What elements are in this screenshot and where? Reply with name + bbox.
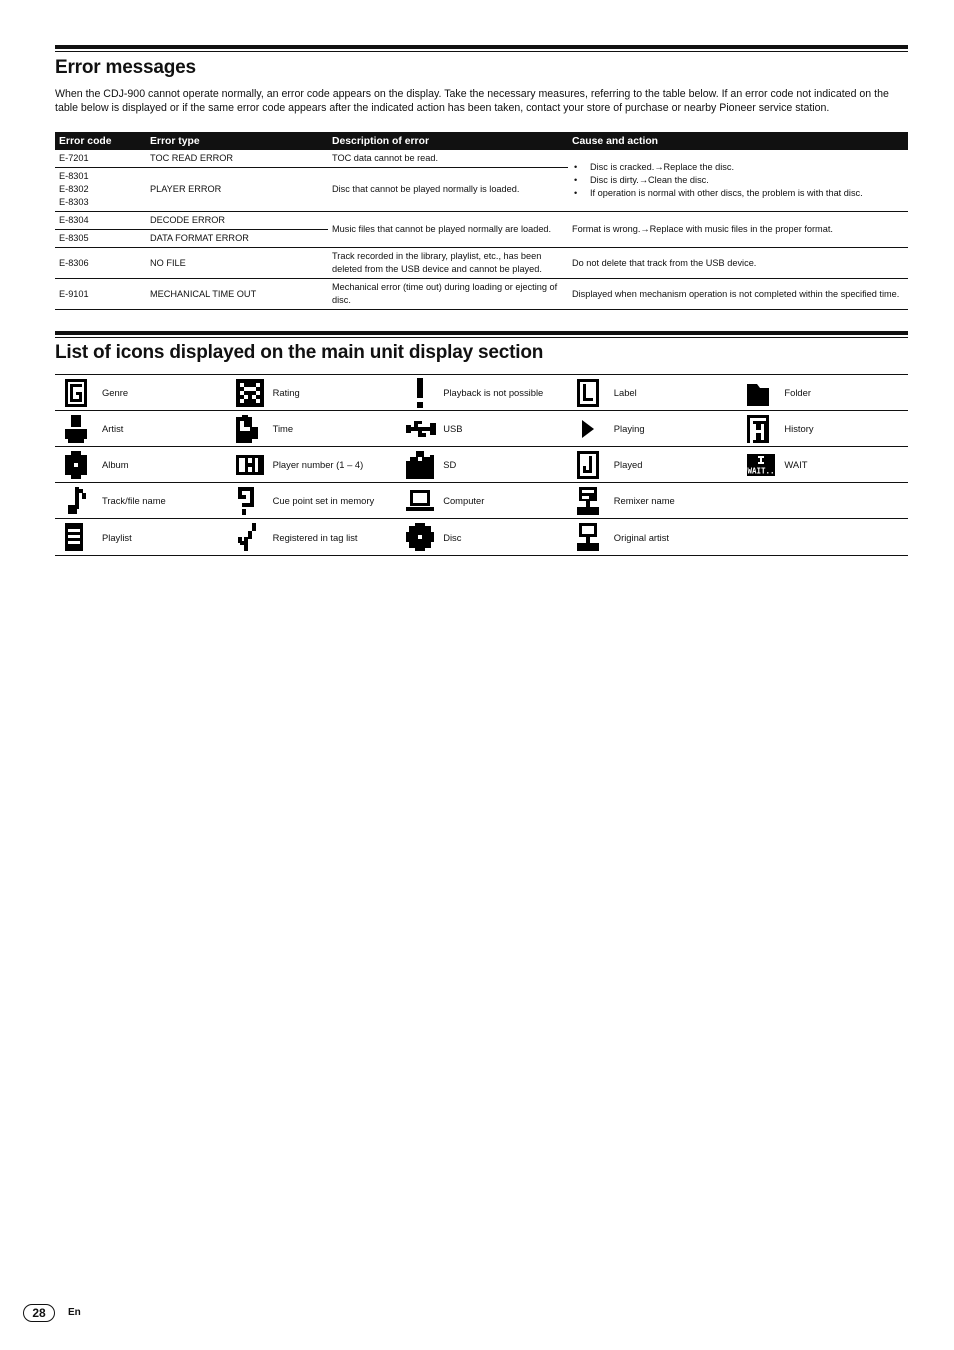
icon-entry (55, 415, 226, 443)
original-artist-icon (577, 523, 599, 551)
icon-label: Album (102, 459, 129, 470)
error-description: Track recorded in the library, playlist, etc., has been deleted from the USB device and cannot be played. (328, 248, 568, 279)
folder-icon (747, 380, 769, 406)
icon-row (55, 375, 908, 411)
error-code: E-8306 (55, 248, 146, 279)
icon-entry (396, 419, 567, 439)
error-type: DATA FORMAT ERROR (146, 230, 328, 248)
table-row (55, 279, 908, 310)
icon-entry (567, 379, 738, 407)
header-error-code: Error code (55, 132, 146, 150)
icon-label: Rating (272, 387, 300, 398)
icon-entry (396, 523, 567, 551)
section-rule (55, 45, 908, 52)
icon-label: WAIT (784, 459, 808, 470)
icon-entry (55, 451, 226, 479)
icon-entry (226, 455, 397, 475)
history-icon (747, 415, 769, 443)
icon-entry (567, 487, 738, 515)
icon-label: Genre (102, 387, 129, 398)
icon-row (55, 519, 908, 556)
icon-entry (226, 487, 397, 515)
icon-entry (55, 487, 226, 515)
artist-icon (65, 415, 87, 443)
icon-entry (737, 415, 908, 443)
table-row (55, 248, 908, 279)
error-table (55, 132, 908, 310)
icon-label: SD (443, 459, 457, 470)
icon-label: USB (443, 423, 463, 434)
tag-list-icon (236, 523, 258, 551)
icon-label: Artist (102, 423, 124, 434)
icon-entry (567, 418, 738, 440)
cause-item: • If operation is normal with other discs, the problem is with that disc. (586, 187, 904, 200)
section-rule (55, 331, 908, 338)
section-title-errors: Error messages (55, 57, 196, 78)
cause-action: Format is wrong.→Replace with music files in the proper format. (568, 212, 908, 248)
icon-row (55, 483, 908, 519)
header-description: Description of error (328, 132, 568, 150)
icon-label: Remixer name (613, 495, 675, 506)
icon-entry (55, 523, 226, 551)
error-code: E-8305 (55, 230, 146, 248)
genre-icon (65, 379, 87, 407)
icon-entry (567, 451, 738, 479)
icon-entry (567, 523, 738, 551)
error-type: MECHANICAL TIME OUT (146, 279, 328, 310)
icon-label: History (784, 423, 814, 434)
error-code: E-9101 (55, 279, 146, 310)
icon-entry (226, 523, 397, 551)
icon-label: Folder (784, 387, 811, 398)
cue-point-icon (236, 487, 258, 515)
error-description: TOC data cannot be read. (328, 150, 568, 168)
cause-item: • Disc is dirty.→Clean the disc. (586, 174, 904, 187)
icon-entry (396, 451, 567, 479)
icon-entry (396, 378, 567, 408)
icon-label: Registered in tag list (272, 531, 358, 543)
cause-action: Do not delete that track from the USB device. (568, 248, 908, 279)
album-icon (65, 451, 87, 479)
error-type: DECODE ERROR (146, 212, 328, 230)
icon-entry (737, 454, 908, 476)
error-code: E-8301 E-8302 E-8303 (55, 168, 146, 212)
page-number: 28 (23, 1304, 55, 1322)
cause-action: Displayed when mechanism operation is not completed within the specified time. (568, 279, 908, 310)
error-description: Disc that cannot be played normally is loaded. (328, 168, 568, 212)
label-icon (577, 379, 599, 407)
error-code: E-7201 (55, 150, 146, 168)
icon-entry (737, 380, 908, 406)
play-icon (577, 418, 599, 440)
icon-row (55, 411, 908, 447)
computer-icon (406, 490, 434, 512)
icon-label: Player number (1 – 4) (272, 459, 364, 470)
icon-label: Time (272, 423, 294, 434)
icon-label: Cue point set in memory (272, 495, 375, 506)
rating-icon (236, 379, 264, 407)
error-description: Music files that cannot be played normally are loaded. (328, 212, 568, 248)
exclamation-icon (406, 378, 434, 408)
time-icon (236, 415, 258, 443)
header-error-type: Error type (146, 132, 328, 150)
wait-icon-text: WAIT.. (747, 466, 775, 475)
icon-label: Played (613, 459, 643, 470)
sd-icon (406, 451, 434, 479)
icon-label: Disc (443, 531, 462, 543)
icon-list (55, 374, 908, 556)
table-row (55, 212, 908, 230)
played-icon (577, 451, 599, 479)
wait-icon (747, 454, 775, 476)
icon-label: Playback is not possible (443, 387, 544, 398)
header-cause-action: Cause and action (568, 132, 908, 150)
playlist-icon (65, 523, 83, 551)
remixer-icon (577, 487, 599, 515)
icon-label: Track/file name (102, 495, 166, 506)
icon-entry (55, 379, 226, 407)
icon-entry (226, 379, 397, 407)
player-number-icon (236, 455, 264, 475)
intro-paragraph: When the CDJ-900 cannot operate normally, an error code appears on the display. Take the necessary measures, referring to the table below. If an error code not indicated on the table below is displayed or if the same error code appears after the indicated action has been taken, contact your store of purchase or nearby Pioneer service station. (55, 88, 889, 114)
icon-label: Original artist (613, 531, 670, 543)
table-header-row (55, 132, 908, 150)
icon-label: Playlist (102, 531, 132, 543)
usb-icon (406, 419, 436, 439)
section-title-icons: List of icons displayed on the main unit display section (55, 342, 544, 363)
table-row (55, 150, 908, 168)
icon-entry (396, 490, 567, 512)
language-code: En (68, 1307, 81, 1318)
cause-item: • Disc is cracked.→Replace the disc. (586, 161, 904, 174)
icon-entry (226, 415, 397, 443)
icon-label: Playing (613, 423, 645, 434)
error-type: PLAYER ERROR (146, 168, 328, 212)
icon-label: Label (613, 387, 637, 398)
error-type: TOC READ ERROR (146, 150, 328, 168)
disc-icon (406, 523, 434, 551)
error-type: NO FILE (146, 248, 328, 279)
error-description: Mechanical error (time out) during loading or ejecting of disc. (328, 279, 568, 310)
icon-row (55, 447, 908, 483)
cause-action (568, 150, 908, 212)
music-note-icon (65, 487, 87, 515)
error-code: E-8304 (55, 212, 146, 230)
icon-label: Computer (443, 495, 485, 506)
